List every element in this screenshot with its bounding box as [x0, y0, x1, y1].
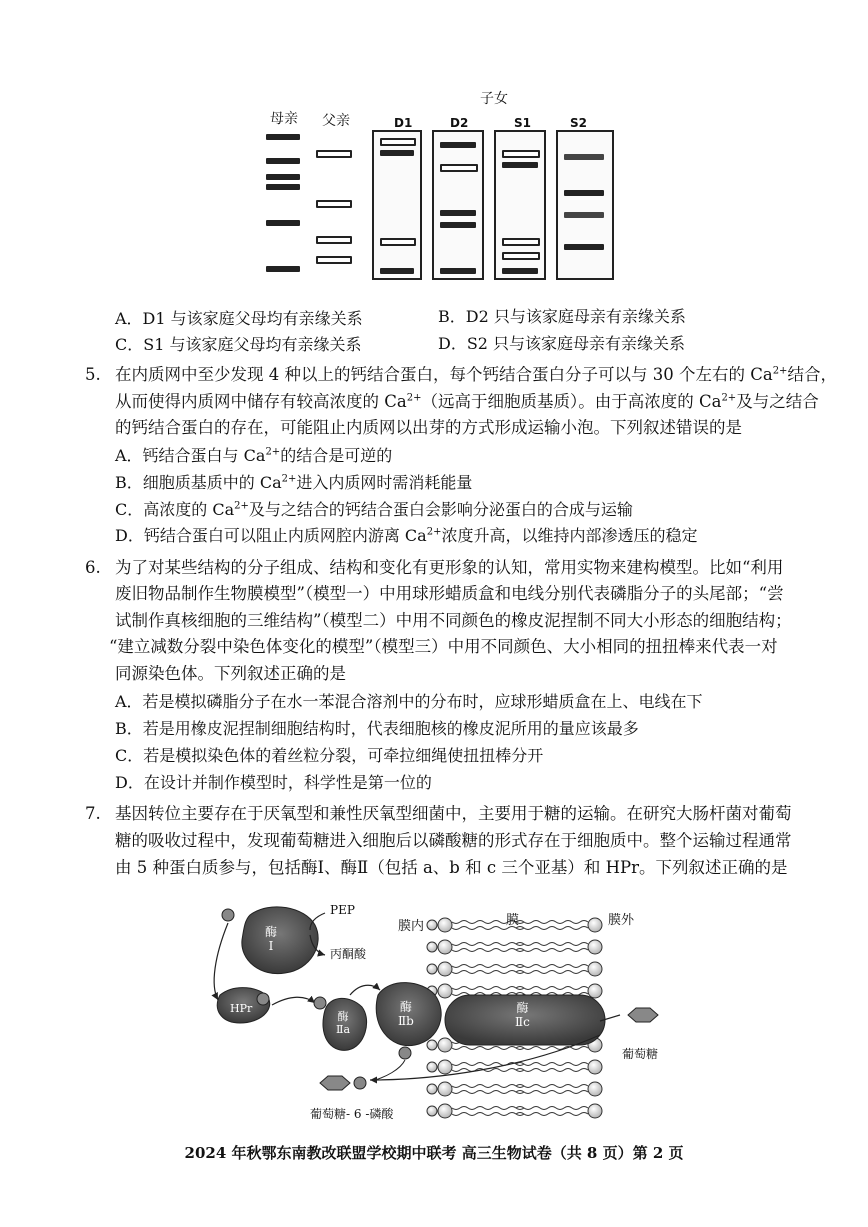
q4-option-a: A．D1 与该家庭父母均有亲缘关系: [115, 309, 363, 328]
q4-option-b: B．D2 只与该家庭母亲有亲缘关系: [438, 307, 686, 326]
label-glucose: 葡萄糖: [622, 1047, 659, 1061]
gel-band: [380, 150, 414, 156]
phospholipid-head: [427, 964, 437, 974]
phosphate-circle: [399, 1047, 411, 1059]
p-transfer-arrow-3: [350, 985, 380, 995]
q5-option-text: D．钙结合蛋白可以阻止内质网腔内游离 Ca: [115, 526, 427, 545]
phospholipid-head: [438, 1082, 452, 1096]
gel-band: [316, 236, 352, 244]
q5-stem-line-1: [115, 362, 837, 388]
phospholipid-head: [438, 1038, 452, 1052]
gel-lane-s2: [556, 130, 614, 280]
gel-band: [564, 154, 604, 160]
phospholipid-tail: [516, 1085, 588, 1088]
gel-band: [266, 220, 300, 226]
phospholipid-head: [438, 1104, 452, 1118]
glucose-hexagon: [628, 1008, 658, 1022]
phospholipid-head: [427, 1062, 437, 1072]
phospholipid-head: [438, 962, 452, 976]
phospholipid-head: [427, 1040, 437, 1050]
phosphate-circle: [314, 997, 326, 1009]
gel-lane-s1: [494, 130, 546, 280]
label-hpr: HPr: [230, 1002, 253, 1015]
label-membrane-inner: 膜内: [398, 919, 425, 934]
gel-band: [380, 138, 416, 146]
q5-stem-sup: 2+: [406, 392, 422, 404]
q6-option-c: C．若是模拟染色体的着丝粒分裂，可牵拉细绳使扭扭棒分开: [115, 746, 544, 765]
phospholipid-tail: [452, 1047, 524, 1050]
q5-stem-text: （远高于细胞质基质）。由于高浓度的 Ca: [421, 392, 722, 411]
label-enzyme-1: 酶 Ⅰ: [265, 925, 278, 953]
phosphate-circle: [222, 909, 234, 921]
label-enzyme-2c: 酶 Ⅱc: [515, 1001, 530, 1029]
gel-band: [266, 266, 300, 272]
phospholipid-head: [438, 984, 452, 998]
phospholipid-tail: [452, 1091, 524, 1094]
gel-band: [380, 268, 414, 274]
label-enzyme-2b: 酶 Ⅱb: [398, 1000, 414, 1028]
phospholipid-tail: [516, 965, 588, 968]
q5-option-text: 进入内质网时需消耗能量: [296, 473, 473, 492]
q7-number: 7.: [85, 804, 101, 823]
lane-label-s1: S1: [514, 116, 531, 130]
gel-band: [502, 268, 538, 274]
enzyme-1-blob: [242, 907, 318, 974]
label-pep: PEP: [330, 903, 355, 917]
phospholipid-head: [427, 1106, 437, 1116]
gel-band: [502, 238, 540, 246]
phospholipid-head: [588, 940, 602, 954]
pts-figure: [200, 895, 670, 1135]
q5-option-text: 及与之结合的钙结合蛋白会影响分泌蛋白的合成与运输: [248, 500, 633, 519]
gel-band: [502, 252, 540, 260]
lane-label-d1: D1: [394, 116, 413, 130]
gel-band: [564, 244, 604, 250]
phospholipid-tail: [516, 1047, 588, 1050]
phospholipid-tail: [516, 1063, 588, 1066]
q5-option-d: [115, 523, 697, 549]
phospholipid-head: [588, 984, 602, 998]
q6-number: 6.: [85, 558, 101, 577]
gel-band: [502, 150, 540, 158]
phospholipid-tail: [452, 943, 524, 946]
gel-band: [266, 184, 300, 190]
gel-band: [266, 174, 300, 180]
p-transfer-arrow-2: [272, 997, 315, 1005]
q5-option-text: 浓度升高，以维持内部渗透压的稳定: [441, 526, 698, 545]
gel-band: [440, 268, 476, 274]
q5-option-sup: 2+: [234, 500, 249, 512]
phospholipid-head: [438, 918, 452, 932]
phospholipid-head: [588, 962, 602, 976]
p-transfer-arrow-1: [214, 923, 228, 1000]
phospholipid-head: [438, 940, 452, 954]
q5-stem-text: 及与之结合: [736, 392, 819, 411]
q5-stem-text: 的钙结合蛋白的存在，可能阻止内质网以出芽的方式形成运输小泡。下列叙述错误的是: [115, 418, 742, 437]
gel-lane-d1: [372, 130, 422, 280]
gel-band: [266, 158, 300, 164]
phosphate-circle: [257, 993, 269, 1005]
q5-option-sup: 2+: [281, 473, 297, 485]
q5-option-text: 的结合是可逆的: [280, 446, 393, 465]
lane-label-d2: D2: [450, 116, 469, 130]
phospholipid-head: [438, 1060, 452, 1074]
gel-band: [440, 142, 476, 148]
q5-option-b: [115, 470, 472, 496]
phospholipid-head: [588, 1060, 602, 1074]
phospholipid-tail: [452, 949, 524, 952]
gel-band: [316, 200, 352, 208]
phospholipid-tail: [452, 971, 524, 974]
q5-option-c: [115, 497, 633, 523]
phospholipid-tail: [516, 927, 588, 930]
phospholipid-tail: [516, 949, 588, 952]
q6-stem-line-2: 废旧物品制作生物膜模型”（模型一）中用球形蜡质盒和电线分别代表磷脂分子的头尾部；“尝: [115, 584, 784, 603]
q4-option-d: D．S2 只与该家庭母亲有亲缘关系: [438, 334, 686, 353]
q7-stem-line-3: 由 5 种蛋白质参与，包括酶Ⅰ、酶Ⅱ（包括 a、b 和 c 三个亚基）和 HPr。下列叙述正确的是: [115, 858, 788, 877]
gel-band: [380, 238, 416, 246]
q7-stem-line-2: 糖的吸收过程中，发现葡萄糖进入细胞后以磷酸糖的形式存在于细胞质中。整个运输过程通常: [115, 831, 792, 850]
phospholipid-tail: [452, 1113, 524, 1116]
phospholipid-tail: [516, 921, 588, 924]
gel-band: [316, 150, 352, 158]
q5-number: 5.: [85, 365, 101, 384]
q6-option-d: D．在设计并制作模型时，科学性是第一位的: [115, 773, 432, 792]
q5-stem-line-3: [115, 415, 742, 441]
label-pyruvate: 丙酮酸: [330, 947, 367, 961]
phospholipid-head: [588, 918, 602, 932]
phospholipid-tail: [452, 965, 524, 968]
gel-band: [564, 190, 604, 196]
q7-stem-line-1: 基因转位主要存在于厌氧型和兼性厌氧型细菌中，主要用于糖的运输。在研究大肠杆菌对葡萄: [115, 804, 792, 823]
lane-label-s2: S2: [570, 116, 587, 130]
phospholipid-tail: [516, 943, 588, 946]
phospholipid-tail: [452, 1107, 524, 1110]
phospholipid-tail: [516, 1107, 588, 1110]
phospholipid-tail: [452, 987, 524, 990]
q5-option-text: B．细胞质基质中的 Ca: [115, 473, 282, 492]
gel-lane-d2: [432, 130, 484, 280]
phospholipid-head: [427, 920, 437, 930]
q6-stem-line-4: “建立减数分裂中染色体变化的模型”（模型三）中用不同颜色、大小相同的扭扭棒来代表一对: [109, 637, 778, 656]
q5-stem-text: 在内质网中至少发现 4 种以上的钙结合蛋白，每个钙结合蛋白分子可以与 30 个左右的 Ca: [115, 365, 773, 384]
lane-label-father: 父亲: [322, 113, 350, 129]
gel-figure: [250, 88, 615, 288]
label-enzyme-2a: 酶 Ⅱa: [336, 1010, 351, 1036]
q6-stem-line-1: 为了对某些结构的分子组成、结构和变化有更形象的认知，常用实物来建构模型。比如“利用: [115, 558, 784, 577]
q5-option-text: C．高浓度的 Ca: [115, 500, 235, 519]
phospholipid-head: [588, 1082, 602, 1096]
q6-option-b: B．若是用橡皮泥捏制细胞结构时，代表细胞核的橡皮泥所用的量应该最多: [115, 719, 639, 738]
phospholipid-head: [588, 1104, 602, 1118]
lane-label-mother: 母亲: [270, 111, 298, 127]
phospholipid-tail: [452, 1085, 524, 1088]
gel-band: [440, 164, 478, 172]
q5-stem-text: 结合，: [787, 365, 837, 384]
children-header: 子女: [480, 91, 508, 107]
q5-stem-sup: 2+: [721, 392, 737, 404]
q6-stem-line-3: 试制作真核细胞的三维结构”（模型二）中用不同颜色的橡皮泥捏制不同大小形态的细胞结构；: [115, 611, 792, 630]
gel-lane-father: [312, 128, 362, 278]
q4-option-c: C．S1 与该家庭父母均有亲缘关系: [115, 335, 362, 354]
q5-stem-line-2: [115, 389, 819, 415]
label-membrane: 膜: [506, 913, 520, 928]
q6-stem-line-5: 同源染色体。下列叙述正确的是: [115, 664, 346, 683]
q5-stem-sup: 2+: [772, 365, 788, 377]
phospholipid-tail: [516, 987, 588, 990]
q5-stem-text: 从而使得内质网中储存有较高浓度的 Ca: [115, 392, 407, 411]
q5-option-sup: 2+: [426, 526, 442, 538]
gel-band: [440, 222, 476, 228]
phospholipid-tail: [516, 971, 588, 974]
phospholipid-tail: [516, 1069, 588, 1072]
gel-band: [440, 210, 476, 216]
label-g6p: 葡萄糖- 6 -磷酸: [310, 1107, 394, 1121]
q5-option-a: [115, 443, 392, 469]
gel-band: [316, 256, 352, 264]
phosphate-circle: [354, 1077, 366, 1089]
page-footer: 2024 年秋鄂东南教改联盟学校期中联考 高三生物试卷（共 8 页）第 2 页: [184, 1144, 684, 1162]
g6p-arrow-2: [375, 1060, 405, 1080]
phospholipid-tail: [516, 1113, 588, 1116]
phospholipid-head: [427, 942, 437, 952]
label-membrane-outer: 膜外: [608, 913, 635, 928]
phospholipid-tail: [516, 1091, 588, 1094]
q5-option-text: A．钙结合蛋白与 Ca: [115, 446, 266, 465]
gel-band: [502, 162, 538, 168]
phospholipid-head: [427, 1084, 437, 1094]
q6-option-a: A．若是模拟磷脂分子在水一苯混合溶剂中的分布时，应球形蜡质盒在上、电线在下: [115, 692, 703, 711]
gel-band: [564, 212, 604, 218]
gel-lane-mother: [260, 128, 310, 278]
q5-option-sup: 2+: [265, 446, 281, 458]
g6p-hexagon: [320, 1076, 350, 1090]
gel-band: [266, 134, 300, 140]
